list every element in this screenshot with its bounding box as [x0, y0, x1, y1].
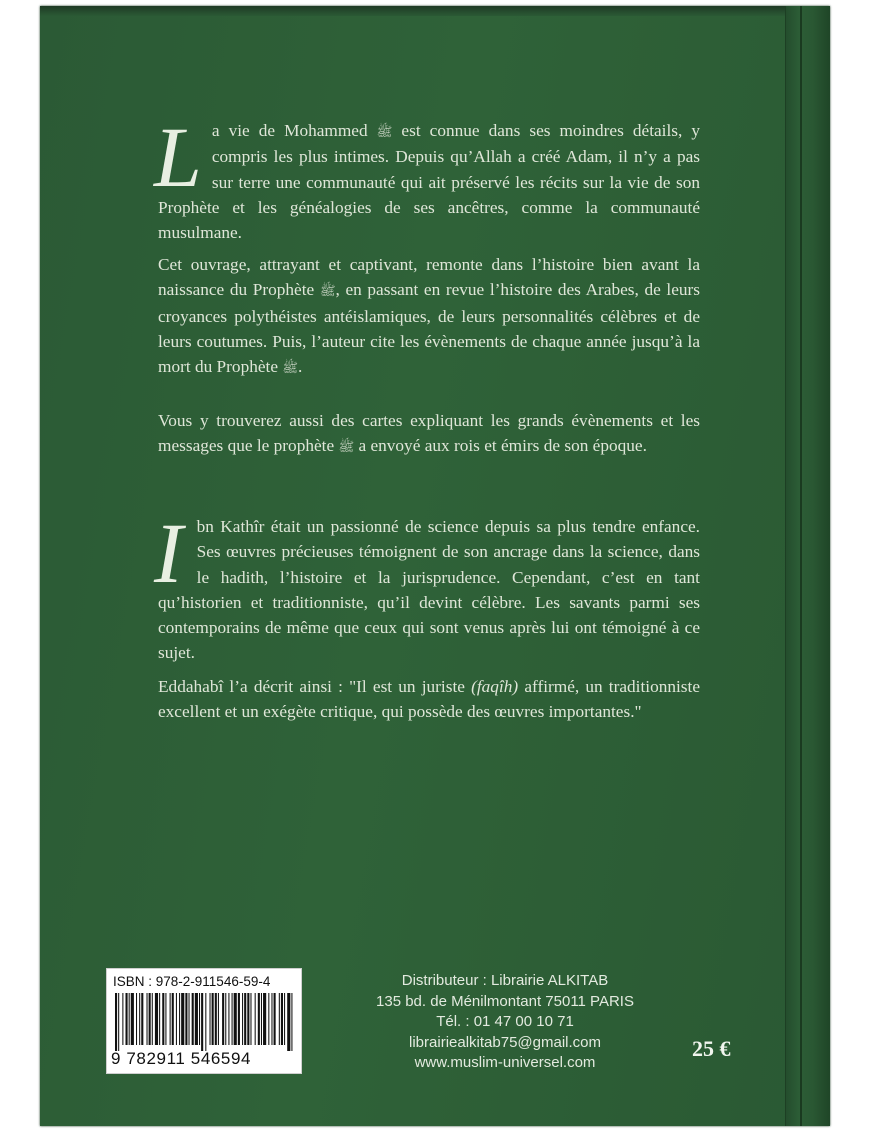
distributor-info — [340, 971, 670, 1074]
author-text-italic: (faqîh) — [471, 677, 519, 696]
distributor-email: librairiealkitab75@gmail.com — [409, 1033, 601, 1051]
barcode-bar — [274, 993, 276, 1045]
book-spine — [785, 6, 830, 1126]
barcode-bar — [210, 993, 211, 1045]
barcode-bar — [218, 993, 219, 1045]
blurb-text: Vous y trouverez aussi des cartes expliquant les grands évènements et les messages que le prophète — [158, 411, 700, 456]
barcode-bar — [139, 993, 140, 1045]
blurb-text: , en passant en revue l’histoire des Arabes, de leurs croyances polythéistes antéislamiques, de leurs personnalités célèbres et de leurs coutumes. Puis, l’auteur cite les évènements de chaque année jusqu’à la mort du Prophète — [158, 280, 700, 377]
barcode-bar — [141, 993, 143, 1045]
barcode-bar — [242, 993, 243, 1045]
barcode-bar — [136, 993, 137, 1045]
barcode-bar — [284, 993, 285, 1045]
distributor-name: Distributeur : Librairie ALKITAB — [401, 972, 609, 989]
barcode-bar — [255, 993, 256, 1045]
honorific-symbol-icon: ﷺ — [319, 283, 336, 299]
author-text: Eddahabî l’a décrit ainsi : "Il est un juriste — [158, 677, 472, 696]
drop-cap-l: L — [154, 109, 202, 205]
barcode-bar — [279, 993, 280, 1045]
isbn-label: ISBN : 978-2-911546-59-4 — [113, 974, 271, 989]
blurb-text: est connue dans ses moindres détails, y compris les plus intimes. Depuis qu’Allah a créé Adam, il n’y a pas sur terre une communauté qui ait préservé les récits sur la vie de son Prophète et les généalogies de ses ancêtres, comme la communauté musulmane. — [158, 121, 701, 243]
barcode-bar — [147, 993, 148, 1045]
barcode-bar — [118, 993, 119, 1051]
barcode-bar — [291, 993, 292, 1051]
barcode-bar — [189, 993, 190, 1045]
blurb-text: . — [298, 357, 303, 377]
barcode-bar — [247, 993, 249, 1045]
barcode-bar — [129, 993, 130, 1045]
barcode-digits: 9 782911 546594 — [111, 1049, 252, 1068]
blurb-paragraph-3 — [158, 408, 700, 460]
barcode-bar — [212, 993, 214, 1045]
barcode-bar — [126, 993, 128, 1045]
barcode-bar — [258, 993, 260, 1045]
barcode-bar — [165, 993, 166, 1045]
barcode-bar — [185, 993, 187, 1045]
barcode-bar — [149, 993, 151, 1045]
drop-cap-i: I — [154, 505, 183, 601]
barcode-bar — [155, 993, 158, 1045]
barcode-bar — [287, 993, 290, 1051]
price-label: 25 € — [692, 1036, 731, 1061]
barcode-bar — [238, 993, 240, 1045]
blurb-paragraph-2 — [158, 252, 700, 380]
blurb-text: a vie de Mohammed — [211, 121, 377, 140]
spine-groove — [800, 6, 802, 1126]
barcode-icon — [113, 993, 295, 1051]
barcode-bar — [228, 993, 229, 1045]
barcode-bar — [234, 993, 237, 1045]
barcode-bar — [250, 993, 251, 1045]
barcode-bar — [192, 993, 194, 1045]
barcode-bar — [271, 993, 272, 1045]
barcode-bar — [152, 993, 153, 1045]
distributor-website: www.muslim-universel.com — [414, 1054, 596, 1071]
author-text: affirmé, un traditionniste excellent et un exégète critique, qui possède des œuvres importantes." — [158, 677, 700, 722]
honorific-symbol-icon: ﷺ — [338, 439, 355, 455]
blurb-text: Cet ouvrage, attrayant et captivant, remonte dans l’histoire bien avant la naissance du Prophète — [158, 255, 700, 300]
author-text: bn Kathîr était un passionné de science depuis sa plus tendre enfance. Ses œuvres précieuses témoignent de son ancrage dans la science, dans le hadith, l’histoire et la jurisprudence. Cependant, c’est en tant qu’historien et traditionniste, qu’il devint célèbre. Les savants parmi ses contemporains de même que ceux qui sont venus après lui ont témoigné à ce sujet. — [158, 517, 700, 663]
barcode-bar — [179, 993, 180, 1045]
author-paragraph-2 — [158, 674, 700, 725]
barcode-bar — [225, 993, 226, 1045]
barcode-bar — [131, 993, 134, 1045]
barcode-bar — [176, 993, 177, 1045]
barcode-bar — [205, 993, 206, 1051]
barcode-bar — [170, 993, 171, 1045]
barcode-bar — [201, 993, 203, 1051]
barcode-bar — [263, 993, 266, 1045]
barcode-bar — [181, 993, 184, 1045]
barcode-bar — [162, 993, 164, 1045]
barcode-bar — [268, 993, 269, 1045]
blurb-text: a envoyé aux rois et émirs de son époque. — [354, 436, 647, 456]
distributor-phone: Tél. : 01 47 00 10 71 — [436, 1013, 574, 1030]
barcode-bar — [244, 993, 246, 1045]
honorific-symbol-icon: ﷺ — [376, 124, 393, 139]
cover-top-edge — [40, 6, 830, 16]
barcode-bar — [199, 993, 200, 1045]
barcode-bar — [222, 993, 224, 1045]
barcode-bar — [122, 993, 123, 1045]
barcode-bar — [232, 993, 233, 1045]
barcode-bar — [172, 993, 174, 1045]
book-back-cover — [40, 6, 830, 1126]
barcode-bar — [159, 993, 160, 1045]
barcode-bar — [281, 993, 283, 1045]
blurb-paragraph-1 — [154, 109, 701, 245]
honorific-symbol-icon: ﷺ — [282, 360, 299, 376]
barcode-bar — [195, 993, 198, 1045]
distributor-address: 135 bd. de Ménilmontant 75011 PARIS — [376, 992, 634, 1010]
author-paragraph-1 — [154, 505, 700, 666]
barcode-bar — [115, 993, 117, 1051]
barcode-bar — [215, 993, 217, 1045]
isbn-barcode — [106, 968, 302, 1074]
barcode-bar — [261, 993, 262, 1045]
